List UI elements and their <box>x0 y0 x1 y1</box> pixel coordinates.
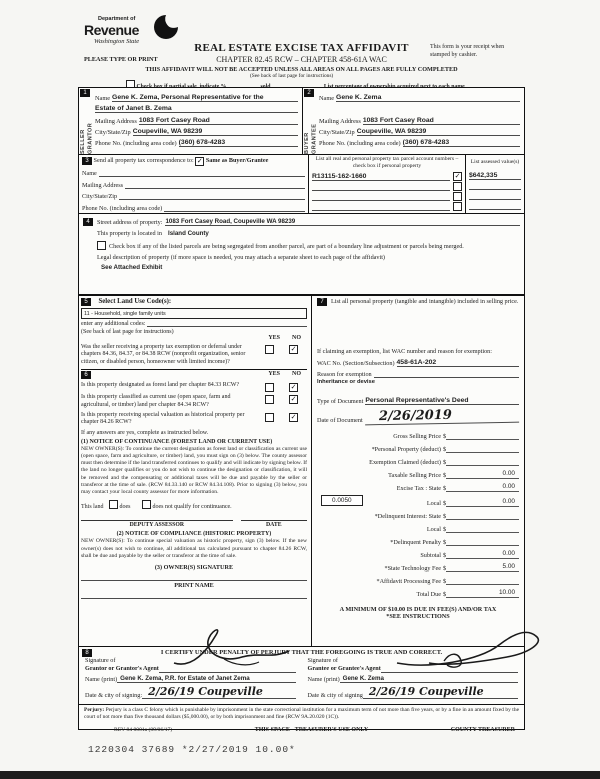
section-3-badge: 3 <box>82 157 92 165</box>
tech-fee-field[interactable]: 5.00 <box>446 563 519 572</box>
assessed-value-2[interactable] <box>469 189 521 190</box>
personal-property-label: List all personal property (tangible and intangible) included in selling price. <box>331 298 519 305</box>
grantor-date-city-label: Date & city of signing: <box>85 691 143 699</box>
reason-value: Inheritance or devise <box>317 379 375 386</box>
notice-compliance-text: NEW OWNER(S): To continue special valuation as historic property, sign (3) below. If the new owner(s) does not wish to continue, all additional tax calculated pursuant to chapter 84.26 RCW, shall be due and payable by the seller or transferor at the time of sale. <box>81 538 307 559</box>
doc-type-label: Type of Document <box>317 398 364 406</box>
does-label: does <box>119 504 131 511</box>
send-correspondence-label: Send all property tax correspondence to: <box>93 157 194 164</box>
delinquent-interest-state-field[interactable] <box>446 511 519 520</box>
seller-name-label: Name <box>95 95 111 103</box>
grantor-name-print-value[interactable]: Gene K. Zema, P.R. for Estate of Janet Zema <box>117 675 295 683</box>
assessor-date-label: DATE <box>241 520 307 528</box>
owner-print-name-field[interactable] <box>81 598 307 599</box>
cashier-stamp: 1220304 37689 *2/27/2019 10.00* <box>88 744 296 755</box>
personal-property-blank[interactable] <box>317 306 519 348</box>
if-yes-note: If any answers are yes, complete as instructed below. <box>81 429 209 436</box>
assessed-value-4[interactable] <box>469 209 521 210</box>
buyer-csz-label: City/State/Zip <box>319 128 355 136</box>
please-type-label: PLEASE TYPE OR PRINT <box>84 56 158 63</box>
this-land-label: This land <box>81 504 104 511</box>
corr-name-field[interactable] <box>99 176 305 177</box>
section-7-badge: 7 <box>317 298 327 306</box>
perjury-notice: Perjury: Perjury is a class C felony which is punishable by imprisonment in the state correctional institution for a maximum term of not more than five years, or by a fine in an amount fixed by the court of not more than five thousand dollars ($5,000.00), or by both imprisonment and fine (RCW 9A.20.020 (1C)). <box>84 707 520 721</box>
does-not-checkbox[interactable] <box>142 500 151 509</box>
logo-state-label: Washington State <box>94 38 140 45</box>
local-rate-box[interactable]: 0.0050 <box>321 495 363 506</box>
segregated-label: Check box if any of the listed parcels are being segregated from another parcel, are part of a boundary line adjustment or parcels being merged. <box>109 243 464 250</box>
exemption-no-checkbox[interactable]: ✓ <box>290 344 297 353</box>
corr-mailing-field[interactable] <box>125 188 305 189</box>
land-use-code-select[interactable]: 11 - Household, single family units <box>81 308 307 319</box>
notice-continuance-text: NEW OWNER(S): To continue the current designation as forest land or classification as current use (open space, farm and agriculture, or timber) land, you must sign on (3) below. The county assessor must then determine if the land transferred continues to qualify and will indicate by signing below. If the land no longer qualifies or you do not wish to continue the designation or classification, it will be removed and the compensating or additional taxes will be due and payable by the seller or transferor at the time of sale. (RCW 84.33.140 or RCW 84.34.108). Prior to signing (3) below, you may contact your local county assessor for more information. <box>81 445 307 496</box>
owners-signature-label: (3) OWNER(S) SIGNATURE <box>154 564 234 572</box>
grantor-sig-label: Signature of Grantor or Grantor's Agent <box>85 657 159 672</box>
assessed-value-1[interactable]: $642,335 <box>469 172 521 180</box>
located-in-value[interactable]: Island County <box>167 230 209 237</box>
exemption-claim-label: If claiming an exemption, list WAC number and reason for exemption: <box>317 348 492 356</box>
delinquent-interest-local-field[interactable] <box>446 524 519 533</box>
section-5-badge: 5 <box>81 298 91 306</box>
total-due-label: Total Due <box>416 591 441 599</box>
taxable-price-field[interactable]: 0.00 <box>446 470 519 479</box>
additional-codes-label: enter any additional codes: <box>81 321 146 327</box>
current-use-no-checkbox[interactable]: ✓ <box>290 395 297 403</box>
section-8-badge: 8 <box>82 649 92 657</box>
property-address-section <box>79 214 524 294</box>
street-address-value[interactable]: 1083 Fort Casey Road, Coupeville WA 98239 <box>165 218 520 226</box>
seller-phone-value[interactable]: (360) 678-4283 <box>179 139 298 147</box>
s5-yes-header: YES <box>268 335 280 341</box>
current-use-yes-checkbox[interactable] <box>265 395 274 404</box>
minimum-fee-note: A MINIMUM OF $10.00 IS DUE IN FEE(S) AND/OR TAX <box>339 606 497 614</box>
s6-yes-header: YES <box>268 371 280 377</box>
form-footer <box>78 727 525 733</box>
grantor-signing-block <box>79 656 302 699</box>
certify-statement: I CERTIFY UNDER PENALTY OF PERJURY THAT THE FOREGOING IS TRUE AND CORRECT. <box>160 649 443 656</box>
logo-revenue-label: Revenue <box>84 22 139 38</box>
parcel-header: List all real and personal property tax parcel account numbers – check box if personal property <box>315 156 459 169</box>
same-as-buyer-checkbox[interactable]: ✓ <box>196 157 203 165</box>
exemption-yes-checkbox[interactable] <box>265 345 274 354</box>
legal-description-label: Legal description of property (if more space is needed, you may attach a separate sheet to each page of the affidavit) <box>97 254 385 261</box>
grantor-date-city-value[interactable]: 2/26/19 Coupeville <box>142 685 295 699</box>
buyer-mailing-label: Mailing Address <box>319 117 361 125</box>
exemption-deduct-field[interactable] <box>446 457 519 466</box>
doc-date-value[interactable]: 2/26/2019 <box>365 407 520 426</box>
section-1-badge: 1 <box>80 89 90 97</box>
parcel-number-1[interactable]: R13115-162-1660 <box>312 173 450 181</box>
notice-compliance-title: (2) NOTICE OF COMPLIANCE (HISTORIC PROPERTY) <box>116 531 272 538</box>
print-name-label: PRINT NAME <box>174 582 214 590</box>
excise-local-label: Local <box>426 500 441 508</box>
grantee-signature-field[interactable] <box>381 662 518 673</box>
parcel-number-2[interactable] <box>312 190 450 191</box>
exemption-deduct-label: Exemption Claimed (deduct) <box>369 459 441 467</box>
seller-name-value-2[interactable]: Estate of Janet B. Zema <box>95 105 298 113</box>
seller-name-value[interactable]: Gene K. Zema, Personal Representative for the <box>112 94 298 102</box>
left-column <box>79 296 311 646</box>
buyer-name-label: Name <box>319 95 335 103</box>
revenue-swirl-icon <box>152 14 180 42</box>
grantor-name-print-label: Name (print) <box>85 675 118 683</box>
subtotal-label: Subtotal <box>420 552 441 560</box>
forest-land-section <box>81 369 307 599</box>
rev-number: REV 84 0001a (09/06/17) <box>114 727 173 733</box>
grantee-name-print-value[interactable]: Gene K. Zema <box>340 675 518 683</box>
buyer-section <box>302 88 524 154</box>
doc-date-label: Date of Document <box>317 417 363 425</box>
see-back-note: (See back of last page for instructions) <box>250 73 334 79</box>
land-use-section <box>81 298 307 366</box>
seller-section <box>79 88 302 154</box>
delinquent-interest-local-label: Local <box>426 526 441 534</box>
located-in-label: This property is located in <box>97 230 162 237</box>
legal-description-value[interactable]: See Attached Exhibit <box>101 264 163 271</box>
parcel-4-personal-checkbox[interactable] <box>453 202 462 211</box>
certification-section <box>79 647 524 704</box>
affidavit-form <box>78 87 525 730</box>
section-6-badge: 6 <box>81 371 91 379</box>
logo-dept-label: Department of <box>98 16 136 22</box>
personal-prop-deduct-label: *Personal Property (deduct) <box>371 446 441 454</box>
section-4-badge: 4 <box>83 218 93 226</box>
forest-land-question: Is this property designated as forest land per chapter 84.33 RCW? <box>81 381 240 388</box>
street-address-label: Street address of property: <box>97 219 163 226</box>
owner-signature-field[interactable] <box>81 580 307 581</box>
doc-type-value[interactable]: Personal Representative's Deed <box>365 397 519 405</box>
grantee-name-print-label: Name (print) <box>307 675 340 683</box>
gross-price-label: Gross Selling Price <box>393 433 441 441</box>
forest-no-checkbox[interactable]: ✓ <box>290 382 297 391</box>
excise-local-field[interactable]: 0.00 <box>446 498 519 507</box>
personal-prop-deduct-field[interactable] <box>446 444 519 453</box>
s5-no-header: NO <box>292 335 301 341</box>
buyer-phone-value[interactable]: (360) 678-4283 <box>403 139 520 147</box>
county-treasurer-label: COUNTY TREASURER <box>450 727 515 733</box>
delinquent-penalty-field[interactable] <box>446 537 519 546</box>
buyer-phone-label: Phone No. (including area code) <box>319 139 401 147</box>
scan-edge-bar <box>0 771 600 779</box>
grantee-sig-label: Signature of Grantee or Grantee's Agent <box>307 657 381 672</box>
receipt-note: This form is your receipt when stamped by cashier. <box>430 44 505 58</box>
forest-yes-checkbox[interactable] <box>265 383 274 392</box>
s6-no-header: NO <box>292 371 301 377</box>
buyer-name-value[interactable]: Gene K. Zema <box>336 94 520 102</box>
historic-no-checkbox[interactable]: ✓ <box>290 412 297 421</box>
land-use-title: Select Land Use Code(s): <box>98 298 172 305</box>
buyer-csz-value[interactable]: Coupeville, WA 98239 <box>357 128 520 136</box>
grantee-date-city-value[interactable]: 2/26/19 Coupeville <box>363 685 518 699</box>
grantor-signature-field[interactable] <box>159 662 296 673</box>
historic-question: Is this property receiving special valuation as historical property per chapter 84.26 RCW? <box>81 411 245 425</box>
delinquent-interest-state-label: *Delinquent Interest: State <box>374 513 441 521</box>
form-title: REAL ESTATE EXCISE TAX AFFIDAVIT <box>194 42 409 54</box>
qualify-label: qualify for continuance. <box>174 504 232 511</box>
assessed-value-3[interactable] <box>469 199 521 200</box>
seller-csz-value[interactable]: Coupeville, WA 98239 <box>133 128 298 136</box>
buyer-mailing-value[interactable]: 1083 Fort Casey Road <box>363 117 520 125</box>
seller-mailing-label: Mailing Address <box>95 117 137 125</box>
treasurer-space-label: THIS SPACE - TREASURER'S USE ONLY <box>254 727 369 733</box>
taxable-price-label: Taxable Selling Price <box>388 472 441 480</box>
seller-phone-label: Phone No. (including area code) <box>95 139 177 147</box>
parcel-1-personal-checkbox[interactable]: ✓ <box>454 172 461 181</box>
corr-csz-field[interactable] <box>119 199 305 200</box>
seller-grantor-side-label: SELLER GRANTOR <box>80 122 94 154</box>
wac-value[interactable]: 458-61A-202 <box>397 359 519 367</box>
gross-price-field[interactable] <box>446 431 519 440</box>
parcel-number-3[interactable] <box>312 200 450 201</box>
same-as-buyer-label: Same as Buyer/Grantee <box>205 157 269 164</box>
excise-state-field[interactable]: 0.00 <box>446 483 519 492</box>
corr-csz-label: City/State/Zip <box>82 193 118 200</box>
corr-name-label: Name <box>82 170 97 177</box>
deputy-assessor-label: DEPUTY ASSESSOR <box>81 520 233 528</box>
exemption-question: Was the seller receiving a property tax exemption or deferral under chapters 84.36, 84.37, or 84.38 RCW (nonprofit organization, senior citizen, or disabled person, homeowner with limited income)? <box>81 343 246 365</box>
tax-computation-table: Gross Selling Price $ *Personal Property (deduct) $ Exemption Claimed (deduct) $ Taxable Selling Price $ 0.00 Excise Tax : State $ 0.00 0.0050 Local $ 0.00 *Delinquent Interest: State $ Local $ *Delinquent Penalty $ Subtotal $ 0.00 *State Technology Fee $ 5.00 *Affidavit Processing Fee $ Total Due $ 10.00 <box>317 427 519 598</box>
additional-codes-field[interactable] <box>147 326 307 327</box>
processing-fee-field[interactable] <box>446 576 519 585</box>
processing-fee-label: *Affidavit Processing Fee <box>376 578 441 586</box>
tax-correspondence-section <box>79 155 308 217</box>
subtotal-field[interactable]: 0.00 <box>446 550 519 559</box>
dor-logo <box>84 16 204 45</box>
reason-label: Reason for exemption <box>317 371 372 379</box>
grantee-signing-block <box>302 656 525 699</box>
current-use-question: Is this property classified as current use (open space, farm and agricultural, or timber) land per chapter 84.34 RCW? <box>81 394 231 408</box>
parcel-number-4[interactable] <box>312 210 450 211</box>
see-instructions-note: *SEE INSTRUCTIONS <box>386 613 450 621</box>
form-header <box>78 12 525 90</box>
total-due-field[interactable]: 10.00 <box>446 589 519 598</box>
parcel-3-personal-checkbox[interactable] <box>453 192 462 201</box>
form-subtitle: CHAPTER 82.45 RCW – CHAPTER 458-61A WAC <box>216 55 387 64</box>
warning-line: THIS AFFIDAVIT WILL NOT BE ACCEPTED UNLESS ALL AREAS ON ALL PAGES ARE FULLY COMPLETED <box>145 66 458 73</box>
grantee-date-city-label: Date & city of signing <box>307 691 363 699</box>
reason-field[interactable] <box>374 377 519 378</box>
seller-csz-label: City/State/Zip <box>95 128 131 136</box>
segregated-checkbox[interactable] <box>97 241 106 250</box>
notice-continuance-title: (1) NOTICE OF CONTINUANCE (FOREST LAND OR CURRENT USE) <box>81 438 273 445</box>
excise-state-label: Excise Tax : State <box>396 485 441 493</box>
corr-phone-label: Phone No. (including area code) <box>82 204 163 212</box>
corr-phone-field[interactable] <box>164 211 305 212</box>
does-not-label: does not <box>152 504 173 511</box>
wac-label: WAC No. (Section/Subsection) <box>317 360 395 368</box>
assessed-header: List assessed value(s) <box>470 159 520 165</box>
assessed-values-section <box>465 155 524 213</box>
does-checkbox[interactable] <box>109 500 118 509</box>
buyer-grantee-side-label: BUYER GRANTEE <box>304 123 318 154</box>
corr-mailing-label: Mailing Address <box>82 181 124 189</box>
parcel-2-personal-checkbox[interactable] <box>453 182 462 191</box>
historic-yes-checkbox[interactable] <box>265 413 274 422</box>
personal-property-section <box>311 296 524 646</box>
section-2-badge: 2 <box>304 89 314 97</box>
parcel-numbers-section <box>308 155 465 213</box>
seller-mailing-value[interactable]: 1083 Fort Casey Road <box>139 117 298 125</box>
delinquent-penalty-label: *Delinquent Penalty <box>390 539 441 547</box>
tech-fee-label: *State Technology Fee <box>384 565 441 573</box>
land-use-see-back: (See back of last page for instructions) <box>81 329 174 335</box>
